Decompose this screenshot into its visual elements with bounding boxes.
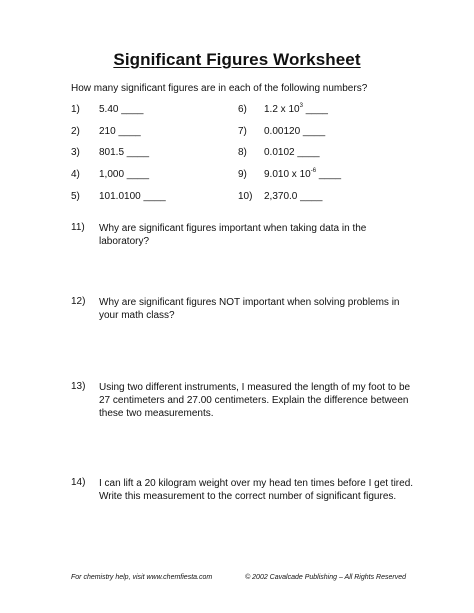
- problem-number: 6): [238, 104, 247, 115]
- answer-blank: ____: [302, 104, 328, 115]
- value-exponent: 3: [299, 102, 303, 109]
- problem-value: 0.00120 ____: [264, 126, 326, 137]
- question-text: Using two different instruments, I measured the length of my foot to be 27 centimeters and 27.00 centimeters. Explain the difference between these two measurements.: [99, 382, 411, 419]
- problem-value: 210 ____: [99, 126, 141, 137]
- answer-blank: ____: [316, 169, 342, 180]
- problem-value: 801.5 ____: [99, 147, 150, 158]
- worksheet-title: Significant Figures Worksheet: [113, 50, 361, 69]
- problem-number: 1): [71, 104, 80, 115]
- value-base: 1.2 x 10: [264, 104, 300, 115]
- value-exponent: -6: [310, 167, 317, 174]
- instructions-text: How many significant figures are in each of the following numbers?: [71, 83, 368, 94]
- problem-number: 9): [238, 169, 247, 180]
- problem-number: 3): [71, 147, 80, 158]
- value-base: 9.010 x 10: [264, 169, 311, 180]
- problem-number: 7): [238, 126, 247, 137]
- problem-value: 5.40 ____: [99, 104, 144, 115]
- question-text: I can lift a 20 kilogram weight over my head ten times before I get tired. Write this measurement to the correct number of significant figures.: [99, 478, 414, 502]
- problem-number: 2): [71, 126, 80, 137]
- problem-value: [264, 169, 341, 180]
- problem-number: 10): [238, 191, 253, 202]
- question-text: Why are significant figures important when taking data in the laboratory?: [99, 223, 367, 247]
- problem-number: 8): [238, 147, 247, 158]
- question-number: 12): [71, 296, 86, 307]
- problem-value: 101.0100 ____: [99, 191, 166, 202]
- problem-number: 4): [71, 169, 80, 180]
- question-number: 14): [71, 477, 86, 488]
- footer-copyright: © 2002 Cavalcade Publishing – All Rights Reserved: [245, 574, 406, 581]
- problem-value: 0.0102 ____: [264, 147, 320, 158]
- question-number: 13): [71, 381, 86, 392]
- problem-value: 2,370.0 ____: [264, 191, 323, 202]
- problem-value: [264, 104, 328, 115]
- footer-help-text: For chemistry help, visit www.chemfiesta.com: [71, 574, 213, 581]
- question-number: 11): [71, 222, 85, 233]
- problem-number: 5): [71, 191, 80, 202]
- problem-value: 1,000 ____: [99, 169, 150, 180]
- question-text: Why are significant figures NOT important when solving problems in your math class?: [99, 297, 400, 321]
